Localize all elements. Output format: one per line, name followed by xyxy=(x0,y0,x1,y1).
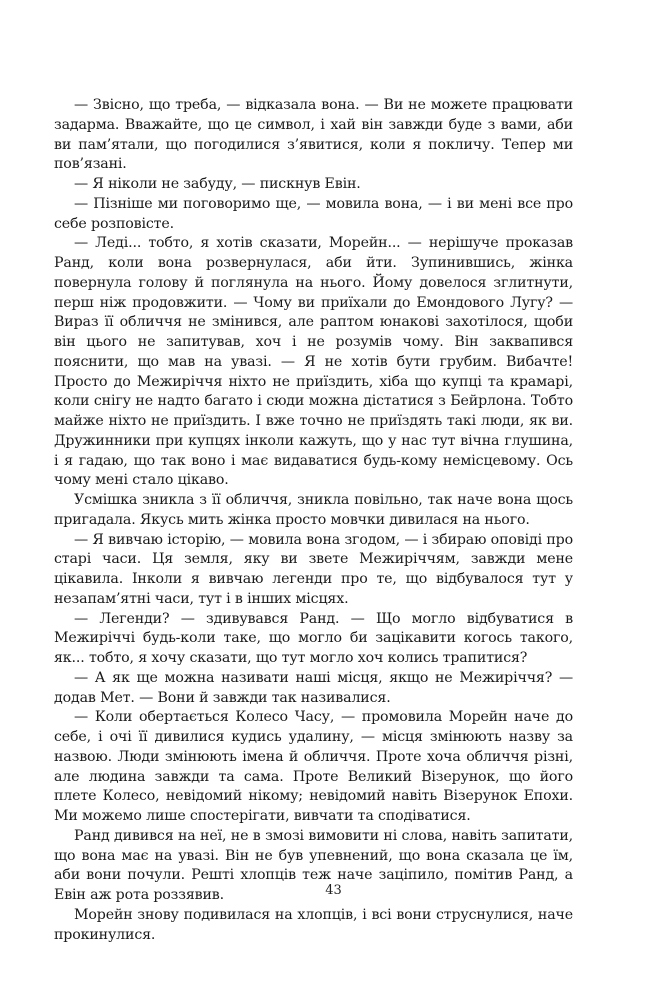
page-body xyxy=(54,96,573,945)
paragraph: — А як ще можна називати наші місця, якщо не Межиріччя? — додав Мет. — Вони й завжди так називалися. xyxy=(54,669,573,706)
paragraph: — Леді... тобто, я хотів сказати, Морейн... — нерішуче проказав Ранд, коли вона розвернулася, аби йти. Зупинившись, жінка повернула голову й поглянула на нього. Йому довелося зглитнути, перш ніж продовжити. — Чому ви приїхали до Емондового Лугу? — Вираз її обличчя не змінився, але раптом юнакові захотілося, щоби він цього не запитував, хоч і не розумів чому. Він заквапився пояснити, що мав на увазі. — Я не хотів бути грубим. Вибачте! Просто до Межиріччя ніхто не приїздить, хіба що купці та крамарі, коли снігу не надто багато і сюди можна дістатися з Бейрлона. Тобто майже ніхто не приїздить. І вже точно не приїздять такі люди, як ви. Дружинники при купцях інколи кажуть, що у нас тут вічна глушина, і я гадаю, що так воно і має видаватися будь-кому немісцевому. Ось чому мені стало цікаво. xyxy=(54,235,573,489)
paragraph: — Я вивчаю історію, — мовила вона згодом, — і збираю оповіді про старі часи. Ця земля, яку ви звете Межиріччям, завжди мене цікавила. Інколи я вивчаю легенди про те, що відбувалося тут у незапам’ятні часи, тут і в інших місцях. xyxy=(54,531,573,607)
page-number: 43 xyxy=(325,883,342,898)
paragraph: Усмішка зникла з її обличчя, зникла повільно, так наче вона щось пригадала. Якусь мить жінка просто мовчки дивилася на нього. xyxy=(54,492,573,528)
paragraph: Морейн знову подивилася на хлопців, і всі вони струснулися, наче прокинулися. xyxy=(54,906,573,943)
paragraph: — Я ніколи не забуду, — пискнув Евін. xyxy=(74,176,361,192)
paragraph: — Звісно, що треба, — відказала вона. — Ви не можете працювати задарма. Вважайте, що це символ, і хай він завжди буде з вами, аби ви пам’ятали, що погодилися з’явитися, коли я покличу. Тепер ми пов’язані. xyxy=(54,97,573,173)
paragraph: — Пізніше ми поговоримо ще, — мовила вона, — і ви мені все про себе розповісте. xyxy=(54,195,573,232)
paragraph: — Коли обертається Колесо Часу, — промовила Морейн наче до себе, і очі її дивилися кудись удалину, — місця змінюють назву за назвою. Люди змінюють імена й обличчя. Проте хоча обличчя різні, але людина завжди та сама. Проте Великий Візерунок, що його плете Колесо, невідомий нікому; невідомий навіть Візерунок Епохи. Ми можемо лише спостерігати, вивчати та сподіватися. xyxy=(54,709,573,824)
paragraph: — Легенди? — здивувався Ранд. — Що могло відбуватися в Межиріччі будь-коли таке, що могло би зацікавити когось такого, як... тобто, я хочу сказати, що тут могло хоч колись трапитися? xyxy=(54,610,573,666)
paragraph: Ранд дивився на неї, не в змозі вимовити ні слова, навіть запитати, що вона має на увазі. Він не був упевнений, що вона сказала це їм, аби вони почули. Решті хлопців теж наче заціпило, помітив Ранд, а Евін аж рота роззявив. xyxy=(54,827,573,903)
